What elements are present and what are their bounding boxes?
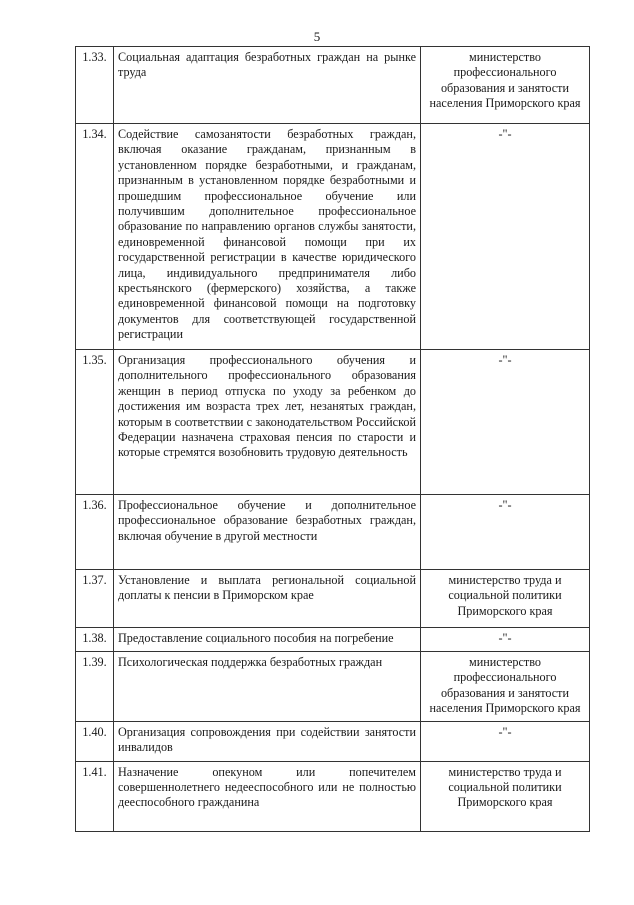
row-number: 1.35. <box>76 350 114 495</box>
table-row <box>76 761 590 831</box>
page-number: 5 <box>313 29 321 44</box>
row-number: 1.34. <box>76 124 114 350</box>
responsible-body: -"- <box>421 350 590 495</box>
service-description: Установление и выплата региональной социальной доплаты к пенсии в Приморском крае <box>114 570 421 628</box>
service-description: Социальная адаптация безработных граждан на рынке труда <box>114 47 421 124</box>
responsible-body: министерство профессионального образования и занятости населения Приморского края <box>421 652 590 722</box>
responsible-body: -"- <box>421 124 590 350</box>
table-row <box>76 570 590 628</box>
row-number: 1.37. <box>76 570 114 628</box>
responsible-body: -"- <box>421 721 590 761</box>
service-description: Профессиональное обучение и дополнительное профессиональное образование безработных граждан, включая обучение в другой местности <box>114 495 421 570</box>
table-row <box>76 652 590 722</box>
row-number: 1.40. <box>76 721 114 761</box>
responsible-body: министерство труда и социальной политики Приморского края <box>421 761 590 831</box>
service-description: Организация сопровождения при содействии занятости инвалидов <box>114 721 421 761</box>
service-description: Содействие самозанятости безработных граждан, включая оказание гражданам, признанным в установленном порядке безработными, и гражданам, признанным в установленном порядке безработными и прошедшим профессиональное обучение или получившим дополнительное профессиональное образование по направлению органов службы занятости, единовременной финансовой помощи при их государственной регистрации в качестве юридического лица, индивидуального предпринимателя либо крестьянского (фермерского) хозяйства, а также единовременной финансовой помощи на подготовку документов для соответствующей государственной регистрации <box>114 124 421 350</box>
table-row <box>76 124 590 350</box>
responsible-body: -"- <box>421 628 590 652</box>
row-number: 1.36. <box>76 495 114 570</box>
service-description: Предоставление социального пособия на погребение <box>114 628 421 652</box>
row-number: 1.39. <box>76 652 114 722</box>
table-row <box>76 350 590 495</box>
table-row <box>76 47 590 124</box>
table-row <box>76 628 590 652</box>
responsible-body: министерство профессионального образования и занятости населения Приморского края <box>421 47 590 124</box>
row-number: 1.41. <box>76 761 114 831</box>
table-row <box>76 721 590 761</box>
service-description: Психологическая поддержка безработных граждан <box>114 652 421 722</box>
responsible-body: -"- <box>421 495 590 570</box>
row-number: 1.38. <box>76 628 114 652</box>
responsible-body: министерство труда и социальной политики Приморского края <box>421 570 590 628</box>
services-table <box>75 46 590 832</box>
service-description: Организация профессионального обучения и дополнительного профессионального образования женщин в период отпуска по уходу за ребенком до достижения им возраста трех лет, незанятых граждан, которым в соответствии с законодательством Российской Федерации назначена страховая пенсия по старости и которые стремятся возобновить трудовую деятельность <box>114 350 421 495</box>
row-number: 1.33. <box>76 47 114 124</box>
service-description: Назначение опекуном или попечителем совершеннолетнего недееспособного или не полностью дееспособного гражданина <box>114 761 421 831</box>
table-row <box>76 495 590 570</box>
